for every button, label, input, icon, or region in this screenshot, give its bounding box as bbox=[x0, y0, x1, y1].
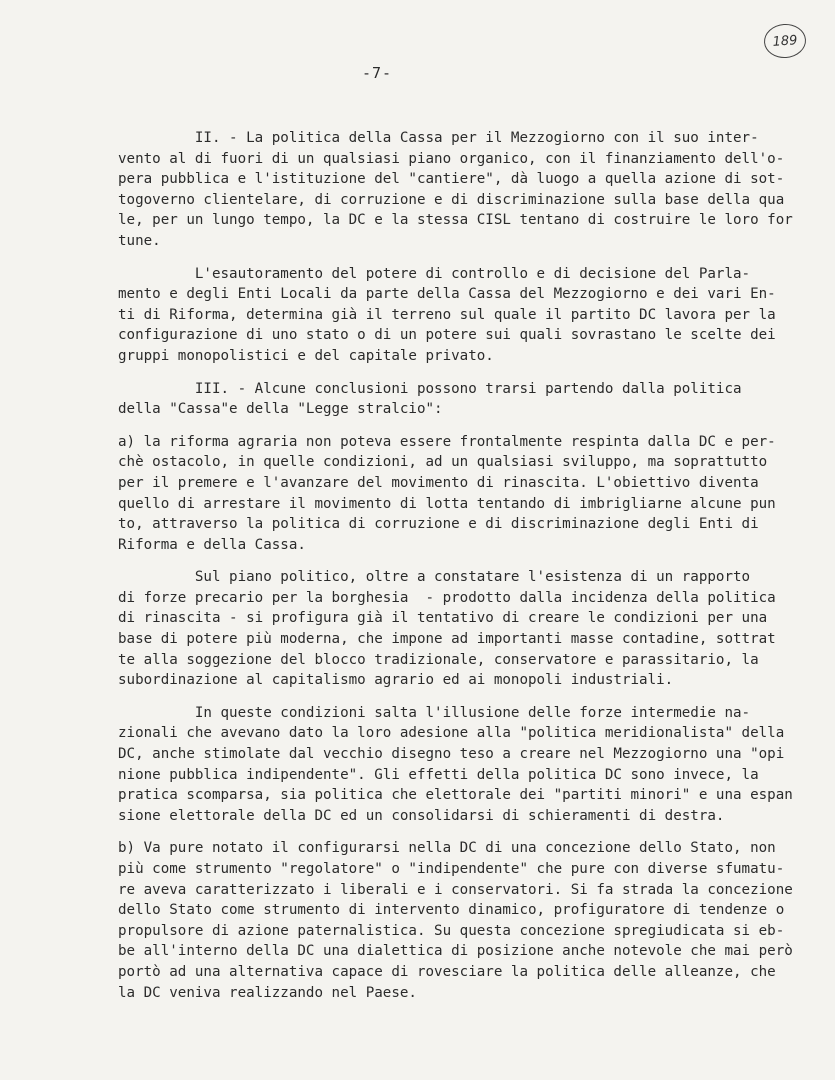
text-line: DC, anche stimolate dal vecchio disegno teso a creare nel Mezzogiorno una "opi bbox=[118, 746, 785, 763]
text-line: propulsore di azione paternalistica. Su questa concezione spregiudicata si eb- bbox=[118, 922, 785, 939]
paragraph-p2 bbox=[118, 264, 778, 367]
text-line: mento e degli Enti Locali da parte della Cassa del Mezzogiorno e dei vari En- bbox=[118, 286, 776, 303]
text-line: configurazione di uno stato o di un potere sui quali sovrastano le scelte dei bbox=[118, 327, 776, 344]
text-line: più come strumento "regolatore" o "indipendente" che pure con diverse sfumatu- bbox=[118, 861, 785, 877]
archive-stamp bbox=[763, 23, 807, 60]
text-line: to, attraverso la politica di corruzione e di discriminazione degli Enti di bbox=[118, 516, 759, 533]
text-line: III. - Alcune conclusioni possono trarsi partendo dalla politica bbox=[118, 380, 742, 397]
paragraph-p7 bbox=[118, 838, 793, 1003]
page-number: -7- bbox=[362, 64, 393, 82]
text-line: a) la riforma agraria non poteva essere frontalmente respinta dalla DC e per- bbox=[118, 433, 776, 450]
text-line: II. - La politica della Cassa per il Mezzogiorno con il suo inter- bbox=[118, 130, 759, 146]
text-line: be all'interno della DC una dialettica di posizione anche notevole che mai però bbox=[118, 943, 793, 960]
paragraph-p6 bbox=[118, 703, 793, 827]
text-line: la DC veniva realizzando nel Paese. bbox=[118, 984, 417, 1001]
text-line: zionali che avevano dato la loro adesione alla "politica meridionalista" della bbox=[118, 725, 785, 742]
paragraph-p1 bbox=[118, 128, 793, 252]
text-line: della "Cassa"e della "Legge stralcio": bbox=[118, 401, 443, 418]
text-line: te alla soggezione del blocco tradizionale, conservatore e parassitario, la bbox=[118, 651, 759, 668]
text-line: di forze precario per la borghesia - prodotto dalla incidenza della politica bbox=[118, 589, 776, 606]
text-line: portò ad una alternativa capace di rovesciare la politica delle alleanze, che bbox=[118, 963, 776, 980]
text-line: pera pubblica e l'istituzione del "cantiere", dà luogo a quella azione di sot- bbox=[118, 171, 785, 188]
text-line: per il premere e l'avanzare del movimento di rinascita. L'obiettivo diventa bbox=[118, 474, 759, 491]
document-body bbox=[118, 128, 793, 1015]
text-line: ti di Riforma, determina già il terreno sul quale il partito DC lavora per la bbox=[118, 306, 776, 323]
text-line: dello Stato come strumento di intervento dinamico, profiguratore di tendenze o bbox=[118, 902, 785, 919]
text-line: le, per un lungo tempo, la DC e la stessa CISL tentano di costruire le loro for bbox=[118, 212, 793, 229]
text-line: base di potere più moderna, che impone ad importanti masse contadine, sottrat bbox=[118, 631, 776, 648]
text-line: re aveva caratterizzato i liberali e i conservatori. Si fa strada la concezione bbox=[118, 881, 793, 898]
text-line: b) Va pure notato il configurarsi nella DC di una concezione dello Stato, non bbox=[118, 840, 776, 857]
text-line: subordinazione al capitalismo agrario ed ai monopoli industriali. bbox=[118, 672, 674, 689]
text-line: nione pubblica indipendente". Gli effetti della politica DC sono invece, la bbox=[118, 766, 759, 783]
paragraph-p5 bbox=[118, 567, 778, 691]
text-line: L'esautoramento del potere di controllo e di decisione del Parla- bbox=[118, 265, 751, 282]
text-line: quello di arrestare il movimento di lotta tentando di imbrigliarne alcune pun bbox=[118, 495, 776, 512]
paragraph-p3 bbox=[118, 379, 778, 420]
text-line: pratica scomparsa, sia politica che elettorale dei "partiti minori" e una espan bbox=[118, 787, 793, 804]
text-line: di rinascita - si profigura già il tentativo di creare le condizioni per una bbox=[118, 610, 768, 627]
archive-stamp-number: 189 bbox=[772, 32, 798, 50]
text-line: vento al di fuori di un qualsiasi piano organico, con il finanziamento dell'o- bbox=[118, 150, 785, 167]
paragraph-p4 bbox=[118, 432, 778, 556]
text-line: In queste condizioni salta l'illusione delle forze intermedie na- bbox=[118, 704, 751, 721]
text-line: togoverno clientelare, di corruzione e di discriminazione sulla base della qua bbox=[118, 191, 785, 208]
text-line: tune. bbox=[118, 232, 161, 249]
text-line: chè ostacolo, in quelle condizioni, ad un qualsiasi sviluppo, ma soprattutto bbox=[118, 454, 768, 471]
text-line: Riforma e della Cassa. bbox=[118, 536, 306, 553]
text-line: Sul piano politico, oltre a constatare l'esistenza di un rapporto bbox=[118, 569, 751, 586]
text-line: gruppi monopolistici e del capitale privato. bbox=[118, 347, 494, 364]
text-line: sione elettorale della DC ed un consolidarsi di schieramenti di destra. bbox=[118, 807, 725, 824]
